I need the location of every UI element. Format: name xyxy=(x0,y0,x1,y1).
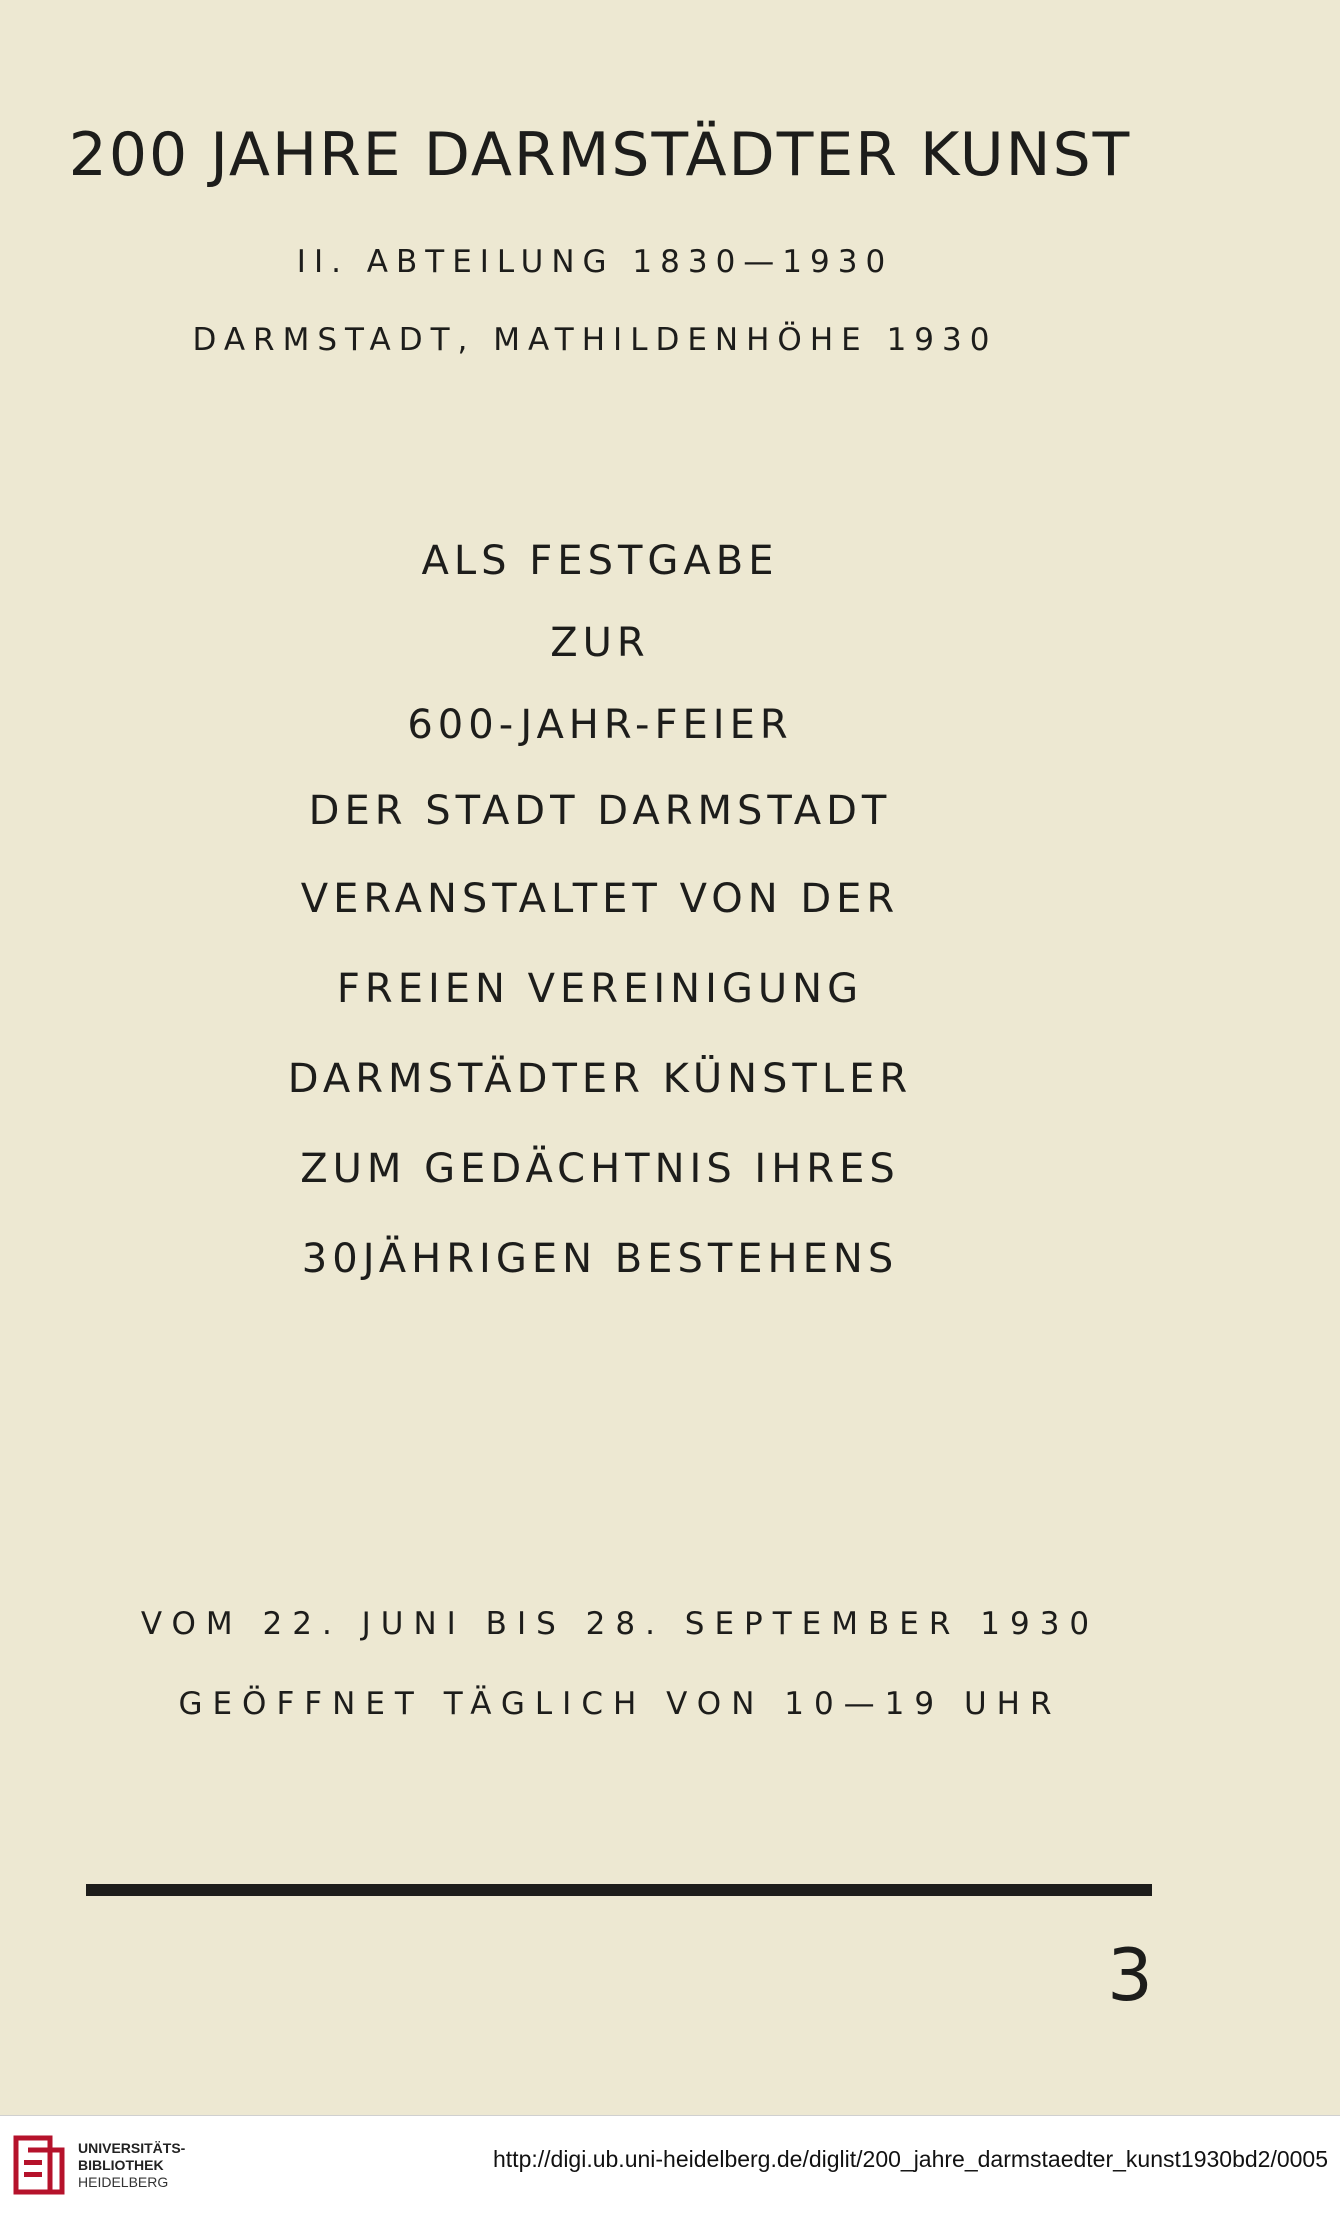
horizontal-rule xyxy=(86,1884,1152,1896)
dedication-line: ZUR xyxy=(550,620,650,666)
library-name xyxy=(78,2140,185,2191)
subtitle-location: DARMSTADT, MATHILDENHÖHE 1930 xyxy=(192,322,998,358)
library-logo-icon[interactable] xyxy=(10,2134,68,2196)
page-title: 200 JAHRE DARMSTÄDTER KUNST xyxy=(68,120,1132,190)
page-number: 3 xyxy=(1107,1933,1153,2017)
subtitle-section: II. ABTEILUNG 1830—1930 xyxy=(296,244,894,280)
dedication-line: ZUM GEDÄCHTNIS IHRES xyxy=(300,1146,900,1192)
library-line: BIBLIOTHEK xyxy=(78,2157,164,2173)
dedication-line: DARMSTÄDTER KÜNSTLER xyxy=(287,1056,913,1102)
dedication-line: DER STADT DARMSTADT xyxy=(308,788,892,834)
library-line: HEIDELBERG xyxy=(78,2174,169,2190)
dedication-line: VERANSTALTET VON DER xyxy=(300,876,900,922)
dedication-line: 600-JAHR-FEIER xyxy=(407,702,793,748)
library-line: UNIVERSITÄTS- xyxy=(78,2140,186,2156)
footer-bar xyxy=(0,2115,1340,2213)
opening-hours: GEÖFFNET TÄGLICH VON 10—19 UHR xyxy=(178,1686,1062,1722)
exhibition-dates: VOM 22. JUNI BIS 28. SEPTEMBER 1930 xyxy=(140,1606,1100,1642)
dedication-line: FREIEN VEREINIGUNG xyxy=(336,966,864,1012)
dedication-line: 30JÄHRIGEN BESTEHENS xyxy=(301,1236,899,1282)
permalink-url[interactable]: http://digi.ub.uni-heidelberg.de/diglit/200_jahre_darmstaedter_kunst1930bd2/0005 xyxy=(493,2146,1328,2172)
dedication-line: ALS FESTGABE xyxy=(421,538,779,584)
